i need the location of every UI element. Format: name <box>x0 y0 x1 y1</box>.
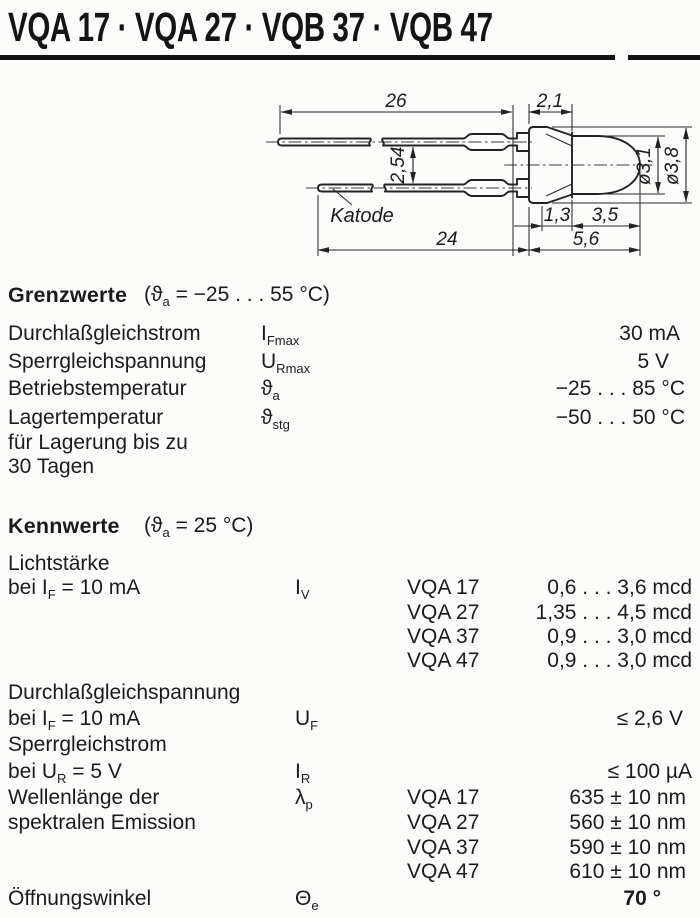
variant-value: 560 ± 10 nm <box>569 811 686 834</box>
led-drawing-svg <box>260 78 700 268</box>
grenzwerte-heading-row <box>0 283 700 309</box>
row-value: 30 mA <box>619 322 680 345</box>
dim-head-length: 5,6 <box>572 229 600 250</box>
title-rule-left <box>0 55 615 60</box>
row-value: ≤ 100 µA <box>607 760 692 783</box>
variant-type: VQA 17 <box>407 786 480 809</box>
led-dimension-drawing <box>260 78 700 268</box>
kennwerte-row-oeffnungswinkel <box>0 887 700 913</box>
row-value: 5 V <box>637 350 669 373</box>
title-rule-right <box>628 55 700 60</box>
variant-type: VQA 37 <box>407 625 480 648</box>
grenzwerte-row-lagertemperatur <box>0 406 700 432</box>
kennwerte-row-sperrgleichstrom <box>0 733 700 759</box>
kennwerte-row-wellenlaenge-vqa27 <box>0 811 700 837</box>
kennwerte-row-lichtstaerke-vqa47 <box>0 649 700 675</box>
variant-value: 0,6 . . . 3,6 mcd <box>547 576 692 599</box>
kennwerte-row-durchlass-cond <box>0 707 700 733</box>
dimension-lines <box>281 112 686 250</box>
row-label: Sperrgleichspannung <box>8 350 207 373</box>
grenzwerte-condition: ($ϑ_a = -25$ . . . 55 °C) <box>144 283 330 310</box>
row-label: spektralen Emission <box>8 811 196 834</box>
variant-type: VQA 17 <box>407 576 480 599</box>
row-symbol: $U_{Rmax}$ <box>261 350 311 377</box>
row-value: ≤ 2,6 V <box>616 707 683 730</box>
variant-type: VQA 37 <box>407 836 480 859</box>
kennwerte-row-wellenlaenge-vqa47 <box>0 860 700 886</box>
grenzwerte-heading: Grenzwerte <box>8 283 128 307</box>
kennwerte-row-lichtstaerke-cond <box>0 576 700 602</box>
row-symbol: $\Theta_e$ <box>295 887 319 914</box>
row-value: −25 . . . 85 °C <box>555 377 685 400</box>
row-label: Sperrgleichstrom <box>8 733 167 756</box>
kennwerte-condition: ($ϑ_a = 25$ °C) <box>144 514 254 541</box>
variant-value: 1,35 . . . 4,5 mcd <box>535 601 692 624</box>
variant-type: VQA 47 <box>407 649 480 672</box>
dim-flange-width: 2,1 <box>536 91 564 112</box>
row-symbol: $I_R$ <box>295 760 311 787</box>
row-condition: bei $I_F = 10$ mA <box>8 576 141 603</box>
kennwerte-row-durchlassgleichspannung <box>0 681 700 707</box>
dim-base-width: 1,3 <box>543 205 571 226</box>
variant-value: 0,9 . . . 3,0 mcd <box>547 649 692 672</box>
row-condition: bei $I_F = 10$ mA <box>8 707 141 734</box>
row-label: Öffnungswinkel <box>8 887 152 910</box>
row-condition: bei $U_R = 5$ V <box>8 760 122 787</box>
row-symbol: $I_{Fmax}$ <box>261 322 300 349</box>
variant-value: 0,9 . . . 3,0 mcd <box>547 625 692 648</box>
grenzwerte-row-sperrgleichspannung <box>0 350 700 376</box>
row-label: für Lagerung bis zu <box>8 431 188 454</box>
kennwerte-row-wellenlaenge <box>0 786 700 812</box>
variant-value: 635 ± 10 nm <box>569 786 686 809</box>
row-symbol: $ϑ_{stg}$ <box>261 406 290 433</box>
row-symbol: $ϑ_a$ <box>261 377 280 404</box>
dim-lead-pitch: 2,54 <box>388 146 409 184</box>
kennwerte-heading: Kennwerte <box>8 514 120 538</box>
row-symbol: $U_F$ <box>295 707 319 734</box>
kennwerte-row-lichtstaerke-vqa37 <box>0 625 700 651</box>
dim-cathode-lead-length: 24 <box>436 229 458 250</box>
grenzwerte-row-betriebstemperatur <box>0 377 700 403</box>
row-label: Durchlaßgleichstrom <box>8 322 201 345</box>
variant-type: VQA 27 <box>407 811 480 834</box>
kennwerte-row-wellenlaenge-vqa37 <box>0 836 700 862</box>
variant-type: VQA 27 <box>407 601 480 624</box>
row-label: Wellenlänge der <box>8 786 160 809</box>
row-label: 30 Tagen <box>8 455 95 478</box>
row-label: Lagertemperatur <box>8 406 164 429</box>
variant-value: 590 ± 10 nm <box>569 836 686 859</box>
variant-value: 610 ± 10 nm <box>569 860 686 883</box>
grenzwerte-row-lagertemperatur-line2 <box>0 431 700 457</box>
dim-dome-diameter: ø3,1 <box>634 146 655 186</box>
kennwerte-row-sperrstrom-cond <box>0 760 700 786</box>
grenzwerte-row-durchlassgleichstrom <box>0 322 700 348</box>
kennwerte-row-lichtstaerke-vqa27 <box>0 601 700 627</box>
row-label: Lichtstärke <box>8 552 110 575</box>
dim-dome-length: 3,5 <box>591 205 619 226</box>
dim-flange-diameter: ø3,8 <box>662 146 683 186</box>
cathode-label: Katode <box>330 205 394 227</box>
row-label: Betriebstemperatur <box>8 377 187 400</box>
page-title: VQA 17 · VQA 27 · VQB 37 · VQB 47 <box>8 4 493 50</box>
variant-type: VQA 47 <box>407 860 480 883</box>
row-symbol: $\lambda_p$ <box>295 786 313 813</box>
kennwerte-heading-row <box>0 514 700 540</box>
kennwerte-row-lichtstaerke <box>0 552 700 578</box>
row-label: Durchlaßgleichspannung <box>8 681 241 704</box>
row-value: 70 ° <box>623 887 661 910</box>
row-value: −50 . . . 50 °C <box>555 406 685 429</box>
dim-anode-lead-length: 26 <box>385 91 407 112</box>
grenzwerte-row-lagertemperatur-line3 <box>0 455 700 481</box>
row-symbol: $I_V$ <box>295 576 310 603</box>
